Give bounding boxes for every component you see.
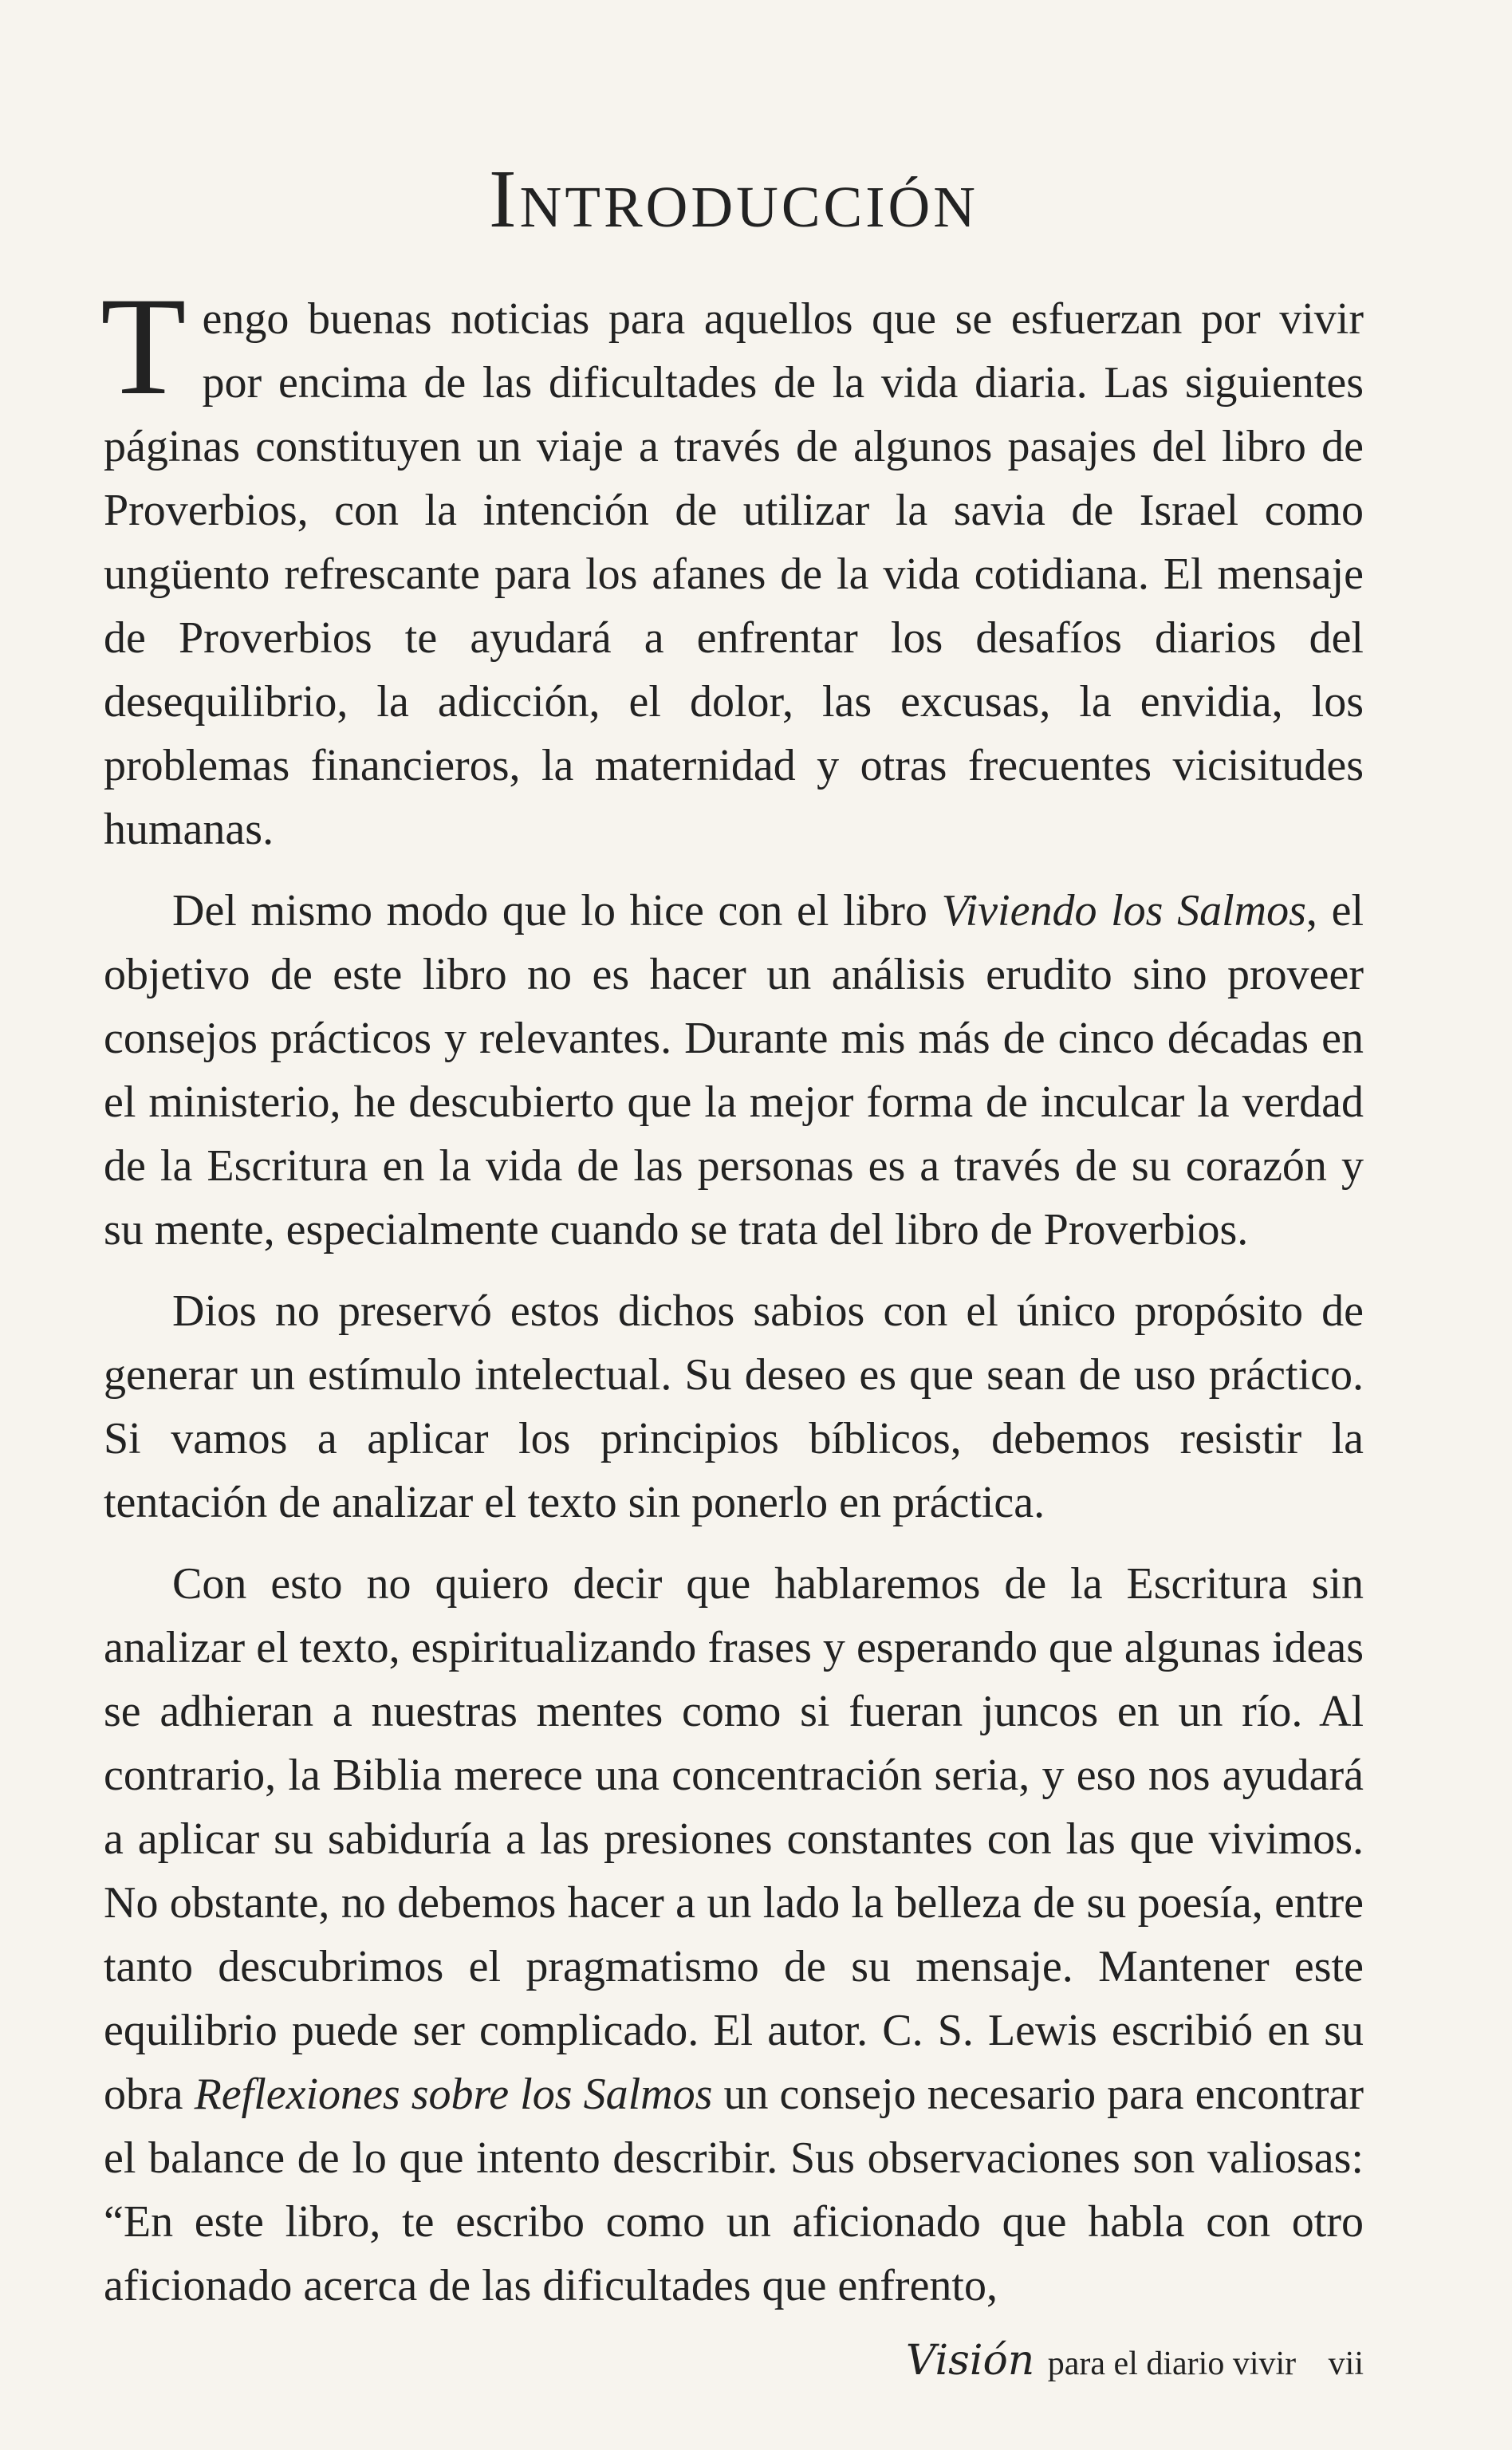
footer-text: para el diario vivir (1047, 2346, 1297, 2382)
paragraph-3 (104, 1279, 1364, 1534)
paragraph-2-text-after: , el objetivo de este libro no es hacer un análisis erudito sino proveer consejos prácticos y relevantes. Durante mis más de cinco décadas en el ministerio, he descubierto que la mejor forma de inculcar la verdad de la Escritura en la vida de las personas es a través de su corazón y su mente, especialmente cuando se trata del libro de Proverbios. (104, 886, 1364, 1255)
paragraph-2 (104, 879, 1364, 1262)
paragraph-4-text-after: un consejo necesario para encontrar el balance de lo que intento describir. Sus observaciones son valiosas: “En este libro, te escribo como un aficionado que habla con otro aficionado acerca de las dificultades que enfrento, (104, 2070, 1364, 2310)
chapter-title: Introducción (489, 153, 978, 245)
page-footer (906, 2337, 1364, 2385)
paragraph-1 (100, 269, 1364, 861)
paragraph-1-text: engo buenas noticias para aquellos que se esfuerzan por vivir por encima de las dificultades de la vida diaria. Las siguientes páginas constituyen un viaje a través de algunos pasajes del libro de Proverbios, con la intención de utilizar la savia de Israel como ungüento refrescante para los afanes de la vida cotidiana. El mensaje de Proverbios te ayudará a enfrentar los desafíos diarios del desequilibrio, la adicción, el dolor, las excusas, la envidia, los problemas financieros, la maternidad y otras frecuentes vicisitudes humanas. (104, 294, 1364, 854)
paragraph-3-text: Dios no preservó estos dichos sabios con el único propósito de generar un estímulo intelectual. Su deseo es que sean de uso práctico. Si vamos a aplicar los principios bíblicos, debemos resistir la tentación de analizar el texto sin ponerlo en práctica. (104, 1286, 1364, 1527)
book-title-reflexiones: Reflexiones sobre los Salmos (194, 2070, 713, 2119)
paragraph-4-text-before: Con esto no quiero decir que hablaremos de la Escritura sin analizar el texto, espiritualizando frases y esperando que algunas ideas se adhieran a nuestras mentes como si fueran juncos en un río. Al contrario, la Biblia merece una concentración seria, y eso nos ayudará a aplicar su sabiduría a las presiones constantes con las que vivimos. No obstante, no debemos hacer a un lado la belleza de su poesía, entre tanto descubrimos el pragmatismo de su mensaje. Mantener este equilibrio puede ser complicado. El autor. C. S. Lewis escribió en su obra (104, 1559, 1364, 2119)
book-title-viviendo-los-salmos: Viviendo los Salmos (941, 886, 1306, 935)
page-number: vii (1328, 2346, 1364, 2382)
footer-brand: Visión (905, 2337, 1035, 2385)
paragraph-4 (104, 1552, 1364, 2318)
paragraph-2-text-before: Del mismo modo que lo hice con el libro (172, 886, 942, 935)
chapter-body (100, 269, 1364, 2318)
page-content (100, 152, 1364, 2335)
drop-cap: T (100, 269, 187, 424)
